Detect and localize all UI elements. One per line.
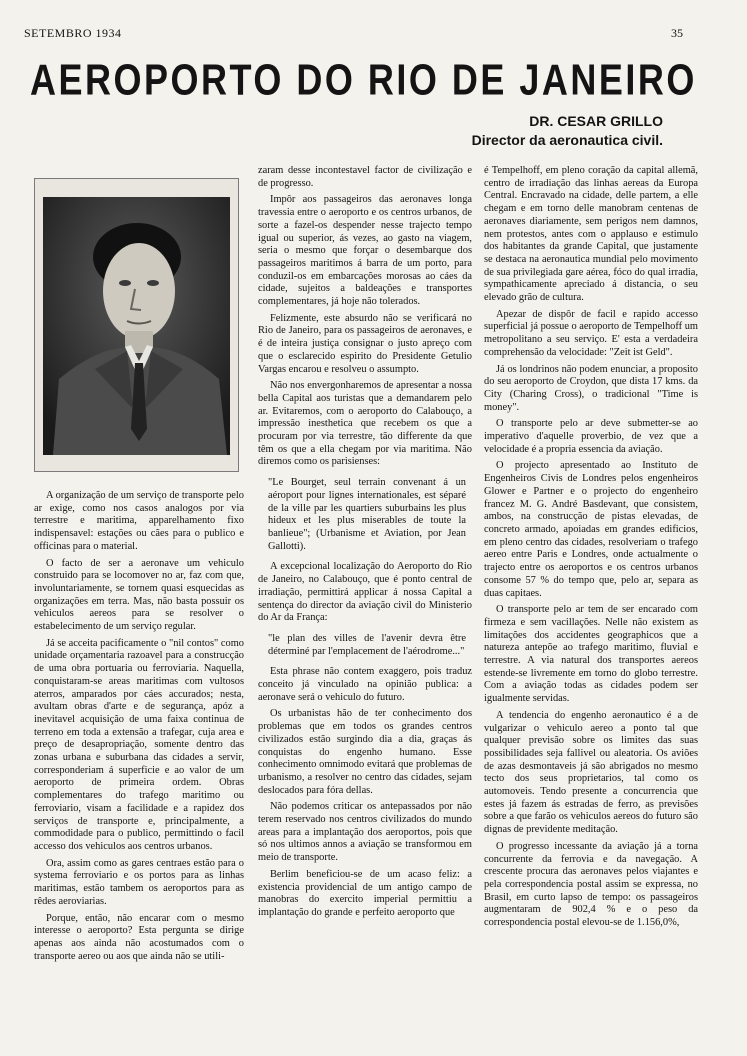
- paragraph: A excepcional localização do Aeroporto do Rio de Janeiro, no Calabouço, que é ponto central de irradiação, permittirá applicar á nossa Capital a sentença do director da aviação civil do Ministerio do Ar da França:: [258, 561, 472, 624]
- paragraph: Já os londrinos não podem enunciar, a proposito do seu aeroporto de Croydon, que dista 17 kms. da City (Charing Cross), o tradicional "Time is money".: [484, 363, 698, 413]
- text-column-3: [484, 165, 698, 1035]
- paragraph: O projecto apresentado ao Instituto de Engenheiros Civis de Londres pelos engenheiros Glower e Partner e o projecto do engenheiro francez M. G. André Basdevant, que consistem, ambos, na construcção de pistas elevadas, de concreto armado, apoiadas em grandes edificios, em pleno centro das cidades, resolveriam o trafego aereo entre Paris e Londres, onde actualmente o trajecto entre os aeroportos e os centros urbanos consome 57 % do tempo que, pelo ar, separa as duas capitaes.: [484, 460, 698, 599]
- paragraph: Apezar de dispôr de facil e rapido accesso superficial já possue o aeroporto de Tempelhoff um metropolitano a seu serviço. E' esta a verdadeira comprehensão da velocidade: "Zeit ist Geld".: [484, 308, 698, 358]
- paragraph: A tendencia do engenho aeronautico é a de vulgarizar o vehiculo aereo a ponto tal que qualquer previsão sobre os limites das suas possibilidades seja fallivel ou aleatoria. Os aviões de azas desmontaveis já são abrigados no mesmo tecto dos seus proprietarios, tal como os automoveis. Tendo presente a concurrencia que estes já fazem ás estradas de ferro, as previsões sobre a que farão os vehiculos aereos do futuro são dignas de previdente meditação.: [484, 709, 698, 836]
- paragraph: O transporte pelo ar tem de ser encarado com firmeza e sem vacillações. Nelle não existem as limitações dos accidentes geographicos que a natureza antepõe ao trafego maritimo, fluvial e terrestre. A via natural dos transportes aereos estende-se livremente em torno do globo terrestre. Com a aviação todas as cidades podem ser igualmente servidas.: [484, 604, 698, 705]
- paragraph: Os urbanistas hão de ter conhecimento dos problemas que em todos os grandes centros civilizados estão surgindo dia a dia, graças ás conquistas do engenho humano. Esse conhecimento omnimodo evitará que problemas de urbanismo, a resolver no centro das cidades, sejam deslocados para fóra dellas.: [258, 708, 472, 796]
- paragraph: O progresso incessante da aviação já a torna concurrente da ferrovia e da navegação. A crescente procura das aeronaves pelos viajantes e pela correspondencia postal assim se expressa, no Brasil, em curto lapso de tempo: os passageiros augmentaram de 902,4 % e o peso da correspondencia postal elevou-se de 1.156,0%,: [484, 840, 698, 929]
- paragraph: é Tempelhoff, em pleno coração da capital allemã, centro de irradiação das linhas aereas da Europa Central. Encravado na cidade, delle partem, a elle chegam e em torno delle manobram centenas de aeronaves diariamente, sem perigos nem damnos, nem protestos, antes com o applauso e estimulo dos habitantes da grande Capital, que justamente se destaca na aeronautica mundial pelo movimento de sua privilegiada gare aérea, fóco do qual irradia, sympathicamente apreciado á distancia, o seu elevado grão de cultura.: [484, 165, 698, 304]
- paragraph: Já se acceita pacificamente o "nil contos" como unidade orçamentaria razoavel para a construcção de uma obra portuaria ou ferroviaria. Naquella, conquistaram-se areas maritimas com vultosos aterros, amparados por cáes accurados; nesta, avultam obras d'arte e de segurança, apóz a inevitavel acquisição de uma faixa continua de terreno em toda a extensão a trafegar, cuja area e preço de desapropriação, somente dentro das zonas urbana e suburbana das cidades a servir, corresponderiam á superficie e ao valor de um aeroporto de primeira ordem. Obras complementares do trafego maritimo ou ferroviario, visam a facilidade e a rapidez dos serviços de transporte e, principalmente, a commodidade para o publico, permittindo o facil accesso dos vehiculos aos centros urbanos.: [34, 637, 244, 852]
- paragraph: Não nos envergonharemos de apresentar a nossa bella Capital aos turistas que a demandarem pelo ar. Evitaremos, com o aeroporto do Calabouço, a impressão inesthetica que recebem os que a procuram por via terrestre, tão differente da que têm os que a ella chegam por via maritima. Não diremos como os parisienses:: [258, 380, 472, 468]
- paragraph: Berlim beneficiou-se de um acaso feliz: a existencia providencial de um antigo campo de manobras do exercito imperial permittiu a implantação do grande e perfeito aeroporto que: [258, 868, 472, 918]
- author-role: Director da aeronautica civil.: [471, 132, 663, 148]
- paragraph: O facto de ser a aeronave um vehiculo construido para se locomover no ar, faz com que, involuntariamente, se tornem quasi esquecidas as organizações em terra. Mas, não basta possuir os vehiculos aereos para se resolver o estabelecimento de um serviço regular.: [34, 557, 244, 633]
- page-number: 35: [671, 26, 683, 40]
- running-head-date: SETEMBRO 1934: [24, 26, 122, 40]
- byline: [472, 112, 663, 150]
- paragraph: Felizmente, este absurdo não se verificará no Rio de Janeiro, para os passageiros de aeronaves, e é de inteira justiça consignar o justo apreço com que o esclarecido espirito do Presidente Getulio Vargas encarou e resolveu o assumpto.: [258, 312, 472, 375]
- paragraph: Impôr aos passageiros das aeronaves longa travessia entre o aeroporto e os centros urbanos, de sorte a fazel-os despender nesse trajecto tempo igual ou superior, ás vezes, ao gasto na viagem, seria o mesmo que forçar o desembarque dos passageiros maritimos á barra de um porto, para conduzil-os em embarcações morosas ao cáes da cidade, sujeitos a baldeações e transportes complementares, já hoje não tolerados.: [258, 194, 472, 308]
- article-title: AEROPORTO DO RIO DE JANEIRO: [30, 55, 697, 105]
- paragraph: A organização de um serviço de transporte pelo ar exige, como nos casos analogos por via terrestre e maritima, apparelhamento fixo indispensavel: estações ou cães para o publico e officinas para o material.: [34, 490, 244, 552]
- block-quote: "Le Bourget, seul terrain convenant á un aéroport pour lignes internationales, est séparé de la ville par les quartiers suburbains les plus hideux et les plus miserables de toute la banlieue"; (Urbanisme et Aviation, por Jean Gallotti).: [268, 477, 466, 552]
- paragraph: Ora, assim como as gares centraes estão para o systema ferroviario e os portos para as linhas maritimas, estão tambem os aeroportos para as rêdes aeroviarias.: [34, 857, 244, 907]
- text-column-1: [34, 490, 244, 1025]
- paragraph: Porque, então, não encarar com o mesmo interesse o aeroporto? Esta pergunta se dirige apenas aos ainda não acostumados com o transporte aereo ou aos que ainda não se utili-: [34, 912, 244, 962]
- author-name: DR. CESAR GRILLO: [529, 113, 663, 129]
- paragraph: zaram desse incontestavel factor de civilização e de progresso.: [258, 165, 472, 189]
- text-column-2: [258, 165, 472, 1035]
- paragraph: Esta phrase não contem exaggero, pois traduz conceito já vinculado na opinião publica: a aeronave será o vehiculo do futuro.: [258, 666, 472, 703]
- block-quote: "le plan des villes de l'avenir devra être déterminé par l'emplacement de l'aérodrome...": [268, 632, 466, 657]
- author-portrait: [34, 178, 239, 472]
- portrait-image: [35, 179, 238, 471]
- paragraph: O transporte pelo ar deve submetter-se ao imperativo d'aquelle proverbio, de vez que a velocidade é a propria essencia da aviação.: [484, 418, 698, 455]
- paragraph: Não podemos criticar os antepassados por não terem reservado nos centros civilizados do mundo areas para a implantação dos aeroportos, pois que só nos ultimos annos a aviação se transformou em meio de transporte.: [258, 801, 472, 864]
